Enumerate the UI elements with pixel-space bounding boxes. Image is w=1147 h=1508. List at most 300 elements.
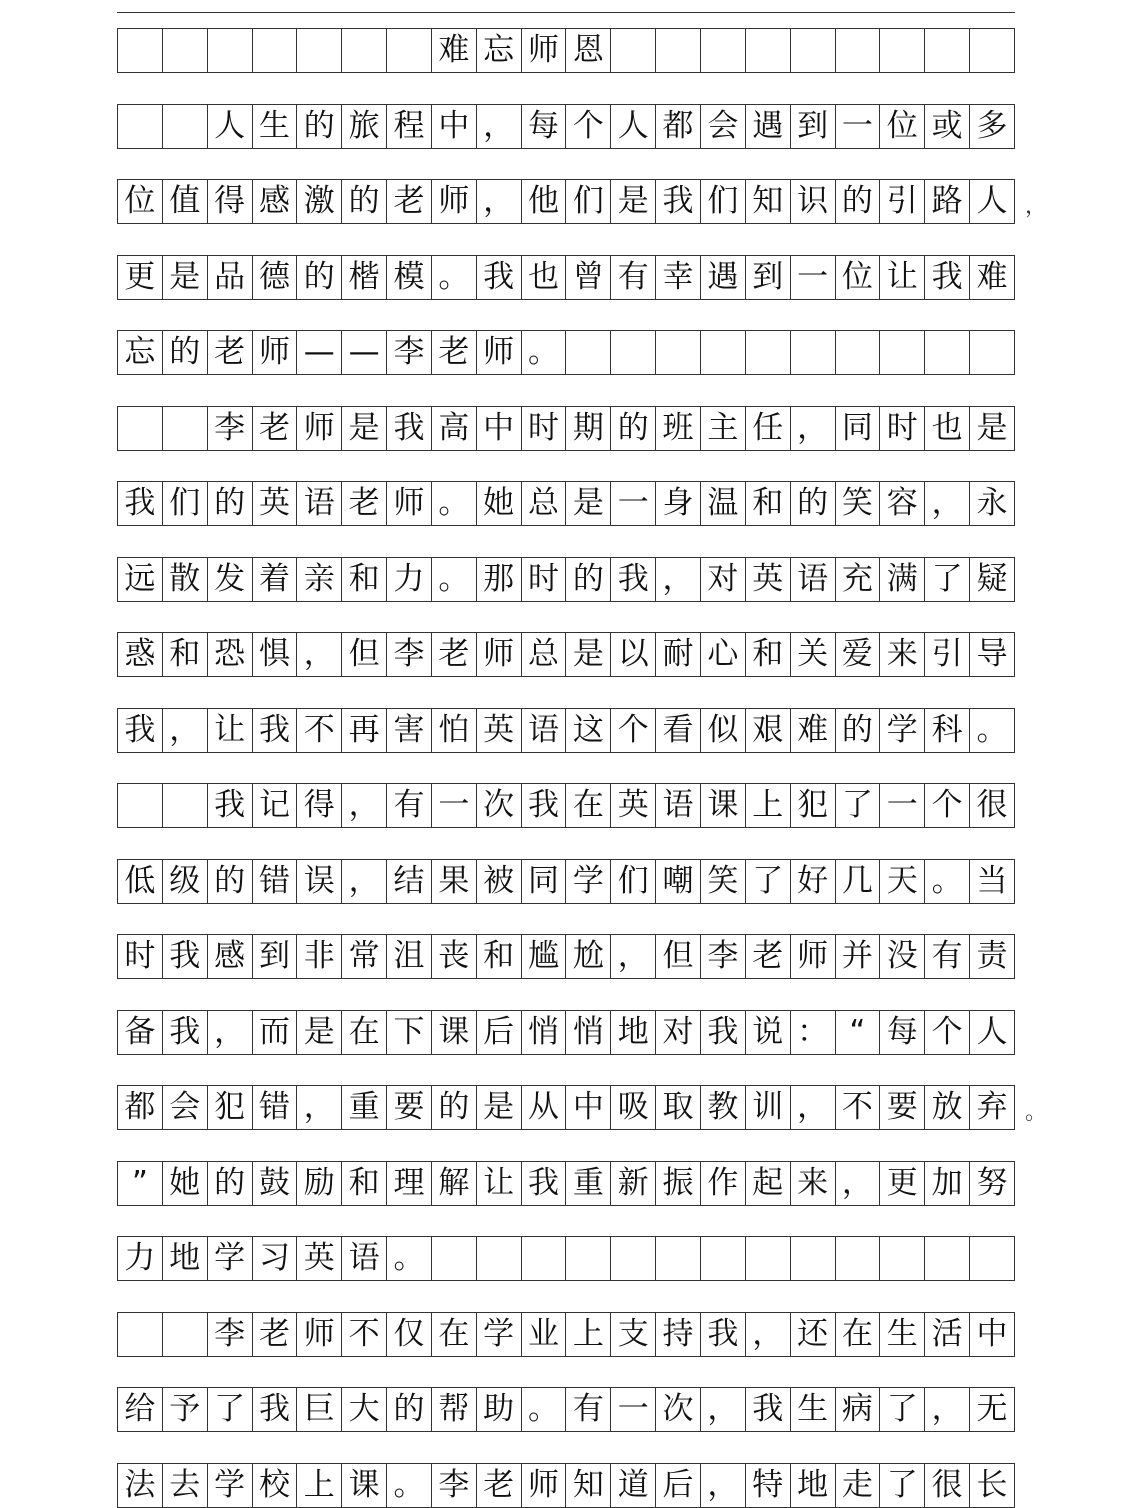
grid-cell: 语 xyxy=(655,783,700,827)
grid-cell: 结 xyxy=(386,859,431,903)
grid-cell: 责 xyxy=(969,934,1015,978)
grid-cell xyxy=(117,28,162,72)
grid-cell: 课 xyxy=(341,1463,386,1507)
grid-cell: 主 xyxy=(700,406,745,450)
grid-cell: 笑 xyxy=(835,481,880,525)
grid-cell: 老 xyxy=(476,1463,521,1507)
grid-cell: 错 xyxy=(252,1085,297,1129)
grid-row xyxy=(117,481,1015,525)
grid-cell: 不 xyxy=(296,708,341,752)
grid-cell: 她 xyxy=(476,481,521,525)
grid-cell: 引 xyxy=(924,632,969,676)
grid-cell: 。 xyxy=(924,859,969,903)
grid-cell: 期 xyxy=(565,406,610,450)
grid-cell: 难 xyxy=(790,708,835,752)
grid-cell: 们 xyxy=(610,859,655,903)
grid-cell: 都 xyxy=(655,104,700,148)
grid-cell: 语 xyxy=(296,481,341,525)
grid-cell xyxy=(835,28,880,72)
grid-cell: 课 xyxy=(700,783,745,827)
grid-cell: 以 xyxy=(610,632,655,676)
grid-cell: 助 xyxy=(476,1387,521,1431)
grid-cell: 时 xyxy=(117,934,162,978)
grid-row xyxy=(117,1010,1015,1054)
grid-cell: 老 xyxy=(431,632,476,676)
grid-cell: 让 xyxy=(476,1161,521,1205)
grid-cell: 法 xyxy=(117,1463,162,1507)
grid-cell: 学 xyxy=(476,1312,521,1356)
grid-cell: 和 xyxy=(745,632,790,676)
grid-cell: 的 xyxy=(835,179,880,223)
grid-cell: 知 xyxy=(745,179,790,223)
grid-line xyxy=(117,752,1015,753)
grid-cell: 中 xyxy=(431,104,476,148)
grid-cell: 犯 xyxy=(207,1085,252,1129)
grid-cell xyxy=(835,1236,880,1280)
grid-cell: 我 xyxy=(745,1387,790,1431)
grid-cell: 地 xyxy=(790,1463,835,1507)
grid-cell: 得 xyxy=(296,783,341,827)
grid-cell: 尴 xyxy=(521,934,566,978)
grid-cell: 作 xyxy=(700,1161,745,1205)
grid-cell xyxy=(162,406,207,450)
grid-cell: 英 xyxy=(610,783,655,827)
grid-cell: 校 xyxy=(252,1463,297,1507)
grid-cell: 在 xyxy=(835,1312,880,1356)
grid-row xyxy=(117,1312,1015,1356)
grid-cell xyxy=(610,1236,655,1280)
grid-cell: 都 xyxy=(117,1085,162,1129)
grid-cell: 地 xyxy=(162,1236,207,1280)
grid-cell: 人 xyxy=(610,104,655,148)
grid-cell: 或 xyxy=(924,104,969,148)
grid-cell: 在 xyxy=(431,1312,476,1356)
grid-cell: 后 xyxy=(655,1463,700,1507)
grid-row xyxy=(117,1236,1015,1280)
grid-cell: 李 xyxy=(207,1312,252,1356)
grid-cell: 激 xyxy=(296,179,341,223)
grid-cell: 个 xyxy=(610,708,655,752)
grid-line xyxy=(117,525,1015,526)
grid-cell: 后 xyxy=(476,1010,521,1054)
grid-cell: 大 xyxy=(341,1387,386,1431)
grid-cell: 丧 xyxy=(431,934,476,978)
grid-cell: 疑 xyxy=(969,557,1015,601)
grid-row xyxy=(117,708,1015,752)
grid-cell: ， xyxy=(476,179,521,223)
grid-cell: 学 xyxy=(879,708,924,752)
grid-cell: 从 xyxy=(521,1085,566,1129)
grid-cell: 耐 xyxy=(655,632,700,676)
grid-cell xyxy=(700,28,745,72)
grid-cell: 上 xyxy=(565,1312,610,1356)
grid-cell: 个 xyxy=(565,104,610,148)
grid-cell: 难 xyxy=(969,255,1015,299)
grid-cell: 励 xyxy=(296,1161,341,1205)
grid-cell: 。 xyxy=(431,557,476,601)
grid-cell: 重 xyxy=(341,1085,386,1129)
grid-cell: 了 xyxy=(879,1463,924,1507)
grid-cell xyxy=(879,28,924,72)
grid-cell: 我 xyxy=(162,934,207,978)
grid-line xyxy=(117,1129,1015,1130)
grid-cell: 师 xyxy=(252,330,297,374)
grid-cell: 学 xyxy=(565,859,610,903)
grid-cell: 的 xyxy=(207,481,252,525)
grid-cell: 我 xyxy=(252,708,297,752)
grid-cell xyxy=(207,28,252,72)
grid-line xyxy=(117,72,1015,73)
grid-cell: 艰 xyxy=(745,708,790,752)
grid-cell xyxy=(521,1236,566,1280)
grid-cell: 被 xyxy=(476,859,521,903)
grid-cell: 会 xyxy=(162,1085,207,1129)
grid-cell: 吸 xyxy=(610,1085,655,1129)
grid-cell: 位 xyxy=(835,255,880,299)
grid-cell: 我 xyxy=(700,1312,745,1356)
grid-cell xyxy=(341,28,386,72)
grid-cell: 。 xyxy=(431,255,476,299)
grid-cell: 师 xyxy=(296,1312,341,1356)
grid-cell: 我 xyxy=(924,255,969,299)
grid-cell: 爱 xyxy=(835,632,880,676)
grid-cell: 我 xyxy=(521,1161,566,1205)
grid-cell: 这 xyxy=(565,708,610,752)
grid-cell: ， xyxy=(162,708,207,752)
grid-cell: 生 xyxy=(252,104,297,148)
grid-cell: 师 xyxy=(790,934,835,978)
grid-cell: 没 xyxy=(879,934,924,978)
grid-cell: 他 xyxy=(521,179,566,223)
grid-line xyxy=(117,903,1015,904)
grid-cell: 是 xyxy=(969,406,1015,450)
grid-cell: 备 xyxy=(117,1010,162,1054)
grid-cell: 害 xyxy=(386,708,431,752)
grid-cell xyxy=(879,1236,924,1280)
grid-cell: 师 xyxy=(476,632,521,676)
grid-cell xyxy=(296,28,341,72)
grid-cell xyxy=(835,330,880,374)
grid-cell: 感 xyxy=(252,179,297,223)
grid-cell: 上 xyxy=(296,1463,341,1507)
grid-cell: 错 xyxy=(252,859,297,903)
grid-cell: 在 xyxy=(565,783,610,827)
grid-cell: 力 xyxy=(117,1236,162,1280)
grid-cell: 我 xyxy=(117,708,162,752)
grid-cell: 英 xyxy=(296,1236,341,1280)
grid-row xyxy=(117,632,1015,676)
grid-cell: 老 xyxy=(341,481,386,525)
grid-cell: 级 xyxy=(162,859,207,903)
grid-line xyxy=(117,1205,1015,1206)
grid-cell: 遇 xyxy=(745,104,790,148)
grid-cell: 师 xyxy=(386,481,431,525)
grid-cell: “ xyxy=(835,1010,880,1054)
grid-cell: 非 xyxy=(296,934,341,978)
grid-cell: 总 xyxy=(521,481,566,525)
grid-cell: 李 xyxy=(700,934,745,978)
grid-cell: 更 xyxy=(117,255,162,299)
grid-cell: 了 xyxy=(879,1387,924,1431)
grid-cell: 更 xyxy=(879,1161,924,1205)
grid-cell xyxy=(252,28,297,72)
grid-cell: 英 xyxy=(476,708,521,752)
grid-cell: 多 xyxy=(969,104,1015,148)
grid-cell: 地 xyxy=(610,1010,655,1054)
grid-cell xyxy=(879,330,924,374)
grid-cell: 天 xyxy=(879,859,924,903)
grid-cell: 难 xyxy=(431,28,476,72)
grid-cell: 教 xyxy=(700,1085,745,1129)
grid-cell xyxy=(565,330,610,374)
grid-cell xyxy=(969,330,1015,374)
grid-cell: 一 xyxy=(610,1387,655,1431)
grid-cell: 着 xyxy=(252,557,297,601)
grid-cell: 弃 xyxy=(969,1085,1015,1129)
grid-cell: 的 xyxy=(341,179,386,223)
grid-cell: 英 xyxy=(745,557,790,601)
grid-cell xyxy=(162,1312,207,1356)
grid-cell: 人 xyxy=(969,1010,1015,1054)
grid-cell: 但 xyxy=(341,632,386,676)
grid-cell: 总 xyxy=(521,632,566,676)
grid-cell xyxy=(700,330,745,374)
grid-cell: 学 xyxy=(207,1463,252,1507)
grid-cell: 中 xyxy=(476,406,521,450)
grid-cell: 常 xyxy=(341,934,386,978)
grid-cell: 果 xyxy=(431,859,476,903)
grid-cell: ， xyxy=(296,1085,341,1129)
grid-cell: 业 xyxy=(521,1312,566,1356)
grid-cell: 不 xyxy=(835,1085,880,1129)
grid-cell: 温 xyxy=(700,481,745,525)
grid-cell: 们 xyxy=(700,179,745,223)
grid-cell: 很 xyxy=(924,1463,969,1507)
grid-cell xyxy=(162,783,207,827)
grid-cell: 学 xyxy=(207,1236,252,1280)
grid-cell: — xyxy=(341,330,386,374)
grid-cell: 我 xyxy=(610,557,655,601)
grid-cell: 路 xyxy=(924,179,969,223)
grid-cell: ” xyxy=(117,1161,162,1205)
grid-cell: 的 xyxy=(610,406,655,450)
grid-cell: 到 xyxy=(252,934,297,978)
grid-cell: 惑 xyxy=(117,632,162,676)
grid-cell: 病 xyxy=(835,1387,880,1431)
grid-cell xyxy=(655,1236,700,1280)
grid-cell xyxy=(924,28,969,72)
grid-line xyxy=(117,978,1015,979)
grid-cell: 程 xyxy=(386,104,431,148)
grid-cell: 让 xyxy=(879,255,924,299)
grid-cell: 理 xyxy=(386,1161,431,1205)
grid-cell: 师 xyxy=(476,330,521,374)
grid-cell: ， xyxy=(341,859,386,903)
grid-cell: 悄 xyxy=(565,1010,610,1054)
grid-cell: 曾 xyxy=(565,255,610,299)
grid-cell: ， xyxy=(476,104,521,148)
grid-cell: 是 xyxy=(162,255,207,299)
grid-row xyxy=(117,783,1015,827)
grid-cell: 模 xyxy=(386,255,431,299)
grid-cell: 似 xyxy=(700,708,745,752)
grid-cell: 散 xyxy=(162,557,207,601)
grid-cell: 得 xyxy=(207,179,252,223)
grid-cell xyxy=(790,1236,835,1280)
grid-cell: 语 xyxy=(341,1236,386,1280)
grid-cell: 一 xyxy=(431,783,476,827)
grid-cell: 忘 xyxy=(476,28,521,72)
grid-cell: 关 xyxy=(790,632,835,676)
grid-cell: 是 xyxy=(565,481,610,525)
grid-cell: 振 xyxy=(655,1161,700,1205)
grid-cell: 是 xyxy=(610,179,655,223)
grid-cell: 次 xyxy=(655,1387,700,1431)
grid-cell: 不 xyxy=(341,1312,386,1356)
grid-row xyxy=(117,557,1015,601)
grid-cell: 语 xyxy=(521,708,566,752)
grid-cell: 道 xyxy=(610,1463,655,1507)
grid-cell: 也 xyxy=(924,406,969,450)
grid-cell: 鼓 xyxy=(252,1161,297,1205)
grid-cell: 亲 xyxy=(296,557,341,601)
grid-row xyxy=(117,934,1015,978)
grid-cell: 李 xyxy=(431,1463,476,1507)
grid-cell: 和 xyxy=(745,481,790,525)
grid-cell: 和 xyxy=(162,632,207,676)
grid-cell: 很 xyxy=(969,783,1015,827)
grid-cell xyxy=(476,1236,521,1280)
grid-cell: 。 xyxy=(386,1463,431,1507)
grid-cell: 德 xyxy=(252,255,297,299)
grid-cell: 遇 xyxy=(700,255,745,299)
grid-cell xyxy=(700,1236,745,1280)
grid-cell: 的 xyxy=(835,708,880,752)
grid-cell: 对 xyxy=(655,1010,700,1054)
grid-cell: 会 xyxy=(700,104,745,148)
grid-cell: 位 xyxy=(117,179,162,223)
grid-cell: 的 xyxy=(431,1085,476,1129)
grid-cell: 个 xyxy=(924,783,969,827)
grid-cell: 远 xyxy=(117,557,162,601)
grid-cell: 一 xyxy=(790,255,835,299)
grid-cell: 忘 xyxy=(117,330,162,374)
grid-cell: 重 xyxy=(565,1161,610,1205)
grid-cell: 永 xyxy=(969,481,1015,525)
grid-cell: 起 xyxy=(745,1161,790,1205)
grid-cell: 而 xyxy=(252,1010,297,1054)
grid-cell: 位 xyxy=(879,104,924,148)
grid-cell: 有 xyxy=(565,1387,610,1431)
grid-cell xyxy=(924,330,969,374)
grid-cell: 时 xyxy=(521,557,566,601)
grid-cell: 让 xyxy=(207,708,252,752)
grid-cell: 我 xyxy=(521,783,566,827)
grid-cell: 感 xyxy=(207,934,252,978)
grid-line xyxy=(117,1356,1015,1357)
grid-cell: 语 xyxy=(790,557,835,601)
grid-cell: ， xyxy=(700,1463,745,1507)
grid-cell: 长 xyxy=(969,1463,1015,1507)
grid-row xyxy=(117,1085,1015,1129)
grid-cell: 中 xyxy=(969,1312,1015,1356)
grid-cell: 的 xyxy=(296,255,341,299)
grid-line xyxy=(117,374,1015,375)
grid-cell: 时 xyxy=(521,406,566,450)
grid-cell: 幸 xyxy=(655,255,700,299)
grid-cell: 走 xyxy=(835,1463,880,1507)
grid-cell: 有 xyxy=(610,255,655,299)
grid-cell: 说 xyxy=(745,1010,790,1054)
grid-cell: 每 xyxy=(879,1010,924,1054)
grid-cell: 楷 xyxy=(341,255,386,299)
grid-cell: 是 xyxy=(565,632,610,676)
grid-cell: 时 xyxy=(879,406,924,450)
grid-cell: 生 xyxy=(879,1312,924,1356)
grid-cell: 生 xyxy=(790,1387,835,1431)
grid-cell: 当 xyxy=(969,859,1015,903)
grid-cell: 老 xyxy=(431,330,476,374)
grid-cell: 解 xyxy=(431,1161,476,1205)
grid-cell: 导 xyxy=(969,632,1015,676)
grid-cell: 低 xyxy=(117,859,162,903)
grid-cell: 新 xyxy=(610,1161,655,1205)
grid-cell: 那 xyxy=(476,557,521,601)
grid-cell xyxy=(117,406,162,450)
grid-cell: ， xyxy=(790,1085,835,1129)
grid-cell: 心 xyxy=(700,632,745,676)
grid-line xyxy=(117,1054,1015,1055)
grid-cell: 有 xyxy=(386,783,431,827)
grid-cell: 我 xyxy=(252,1387,297,1431)
grid-cell: 人 xyxy=(969,179,1015,223)
grid-row xyxy=(117,179,1015,223)
grid-cell: 是 xyxy=(296,1010,341,1054)
margin-punctuation: 。 xyxy=(1025,1100,1048,1125)
grid-cell: 课 xyxy=(431,1010,476,1054)
grid-cell xyxy=(655,330,700,374)
grid-cell: 给 xyxy=(117,1387,162,1431)
grid-cell: 到 xyxy=(790,104,835,148)
grid-cell: 惧 xyxy=(252,632,297,676)
grid-cell xyxy=(431,1236,476,1280)
grid-cell: 去 xyxy=(162,1463,207,1507)
grid-cell: 力 xyxy=(386,557,431,601)
grid-line xyxy=(117,601,1015,602)
grid-cell: 同 xyxy=(521,859,566,903)
grid-cell: 每 xyxy=(521,104,566,148)
grid-cell: 高 xyxy=(431,406,476,450)
grid-cell: 的 xyxy=(790,481,835,525)
grid-cell: 充 xyxy=(835,557,880,601)
grid-cell: 看 xyxy=(655,708,700,752)
grid-row xyxy=(117,1463,1015,1507)
grid-cell: 。 xyxy=(521,1387,566,1431)
grid-cell: 的 xyxy=(296,104,341,148)
grid-line xyxy=(117,676,1015,677)
grid-line xyxy=(117,299,1015,300)
grid-cell: 师 xyxy=(521,28,566,72)
grid-cell: 悄 xyxy=(521,1010,566,1054)
grid-cell: 满 xyxy=(879,557,924,601)
grid-cell: ， xyxy=(924,1387,969,1431)
grid-line xyxy=(117,12,1015,13)
grid-cell: 任 xyxy=(745,406,790,450)
grid-cell: 我 xyxy=(655,179,700,223)
grid-cell xyxy=(790,28,835,72)
grid-cell: 也 xyxy=(521,255,566,299)
grid-cell: ， xyxy=(924,481,969,525)
